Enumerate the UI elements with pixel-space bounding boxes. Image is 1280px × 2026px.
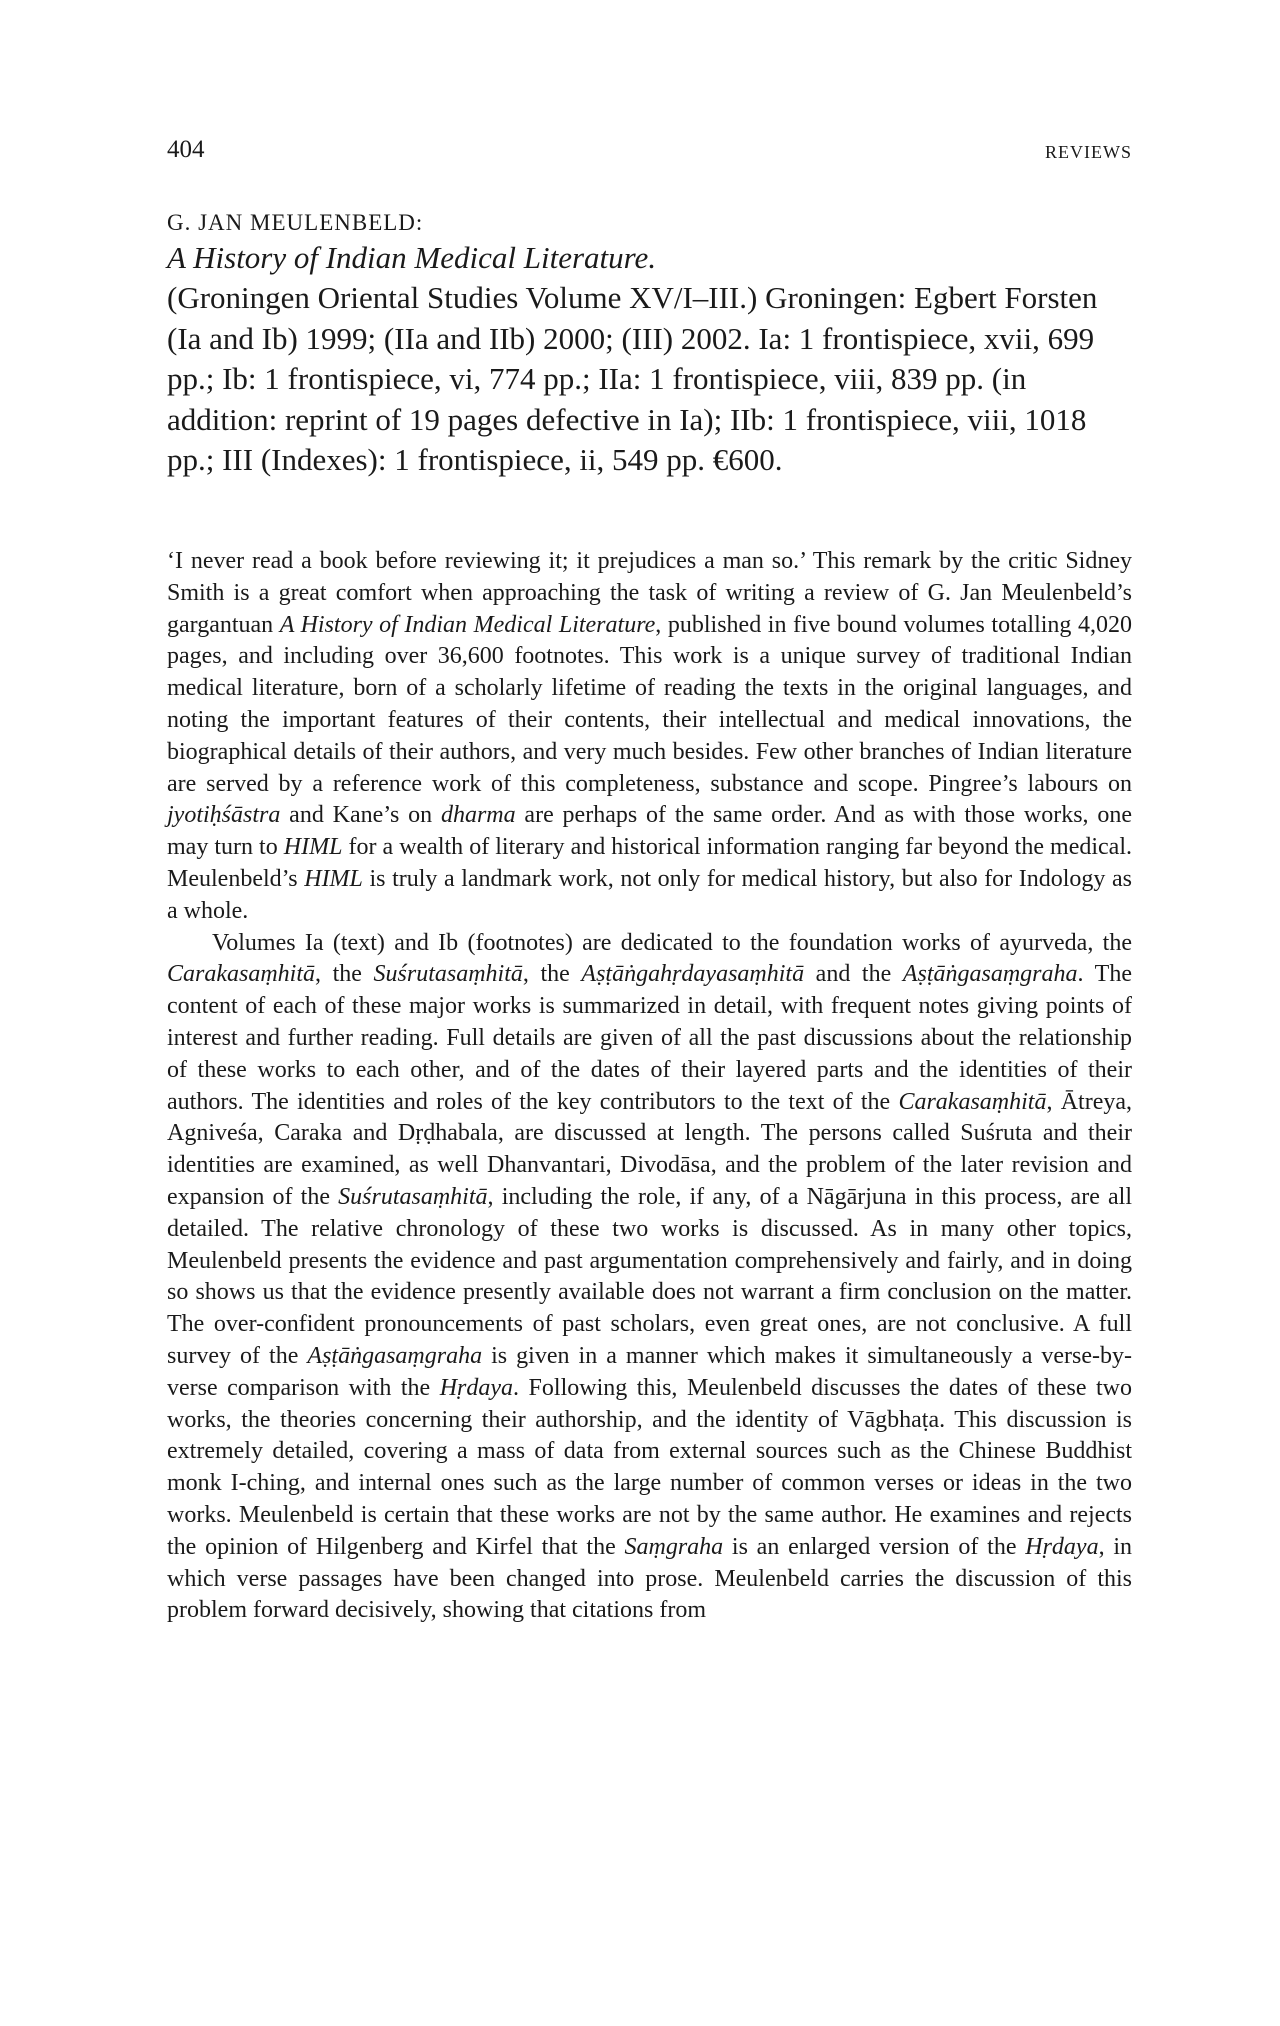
text-run: , including the role, if any, of a Nāgārjuna in this process, are all detailed. The relative chronology of these two works is discussed. As in many other topics, Meulenbeld presents the evidence and past argumentation comprehensively and fairly, and in doing so shows us that the evidence presently available does not warrant a firm conclusion on the matter. The over-confident pronouncements of past scholars, even great ones, are not conclusive. A full survey of the (167, 1183, 1133, 1369)
text-run: . The content of each of these major works is summarized in detail, with frequent notes giving points of interest and further reading. Full details are given of all the past discussions about the relationship of these works to each other, and of the dates of their layered parts and the identities of their authors. The identities and roles of the key contributors to the text of the (167, 961, 1132, 1115)
text-run: , the (522, 961, 582, 988)
text-run: Volumes Ia (text) and Ib (footnotes) are dedicated to the foundation works of ayurveda, the (212, 929, 1132, 956)
text-run: for a wealth of literary and historical information ranging far beyond the medical. Meulenbeld’s (167, 834, 1132, 892)
text-run: is given in a manner which makes it simultaneously a verse-by-verse comparison with the (167, 1342, 1132, 1401)
italic-run: Carakasaṃhitā (898, 1088, 1047, 1115)
text-run: , in which verse passages have been changed into prose. Meulenbeld carries the discussion of this problem forward decisively, showing that citations from (167, 1533, 1132, 1624)
italic-run: A History of Indian Medical Literature (279, 611, 656, 638)
italic-run: jyotiḥśāstra (167, 802, 281, 829)
reviewed-book-title: A History of Indian Medical Literature. (167, 240, 657, 275)
italic-run: Aṣṭāṅgasaṃgraha (902, 961, 1078, 988)
text-run: is an enlarged version of the (723, 1533, 1026, 1560)
text-run: is truly a landmark work, not only for medical history, but also for Indology as a whole. (167, 865, 1132, 924)
running-head (167, 136, 1132, 166)
paragraph-2 (167, 928, 1132, 1628)
page-number: 404 (167, 136, 205, 163)
bibliographic-entry (167, 207, 1132, 481)
italic-run: Suśrutasaṃhitā (373, 961, 523, 988)
italic-run: Hṛdaya (1025, 1533, 1099, 1560)
text-run: and the (804, 961, 903, 988)
text-run: are perhaps of the same order. And as with those works, one may turn to (167, 802, 1133, 861)
paragraph-1 (167, 546, 1132, 928)
italic-run: dharma (440, 802, 516, 829)
text-run: , the (315, 961, 374, 988)
text-run: and Kane’s on (280, 802, 441, 829)
italic-run: HIML (304, 865, 363, 892)
italic-run: Aṣṭāṅgasaṃgraha (307, 1342, 483, 1369)
text-run: . Following this, Meulenbeld discusses the dates of these two works, the theories concerning their authorship, and the identity of Vāgbhaṭa. This discussion is extremely detailed, covering a mass of data from external sources such as the Chinese Buddhist monk I-ching, and internal ones such as the large number of common verses or ideas in the two works. Meulenbeld is certain that these works are not by the same author. He examines and rejects the opinion of Hilgenberg and Kirfel that the (167, 1374, 1132, 1560)
italic-run: Suśrutasaṃhitā (338, 1183, 488, 1210)
italic-run: Saṃgraha (624, 1533, 724, 1560)
text-run: , published in five bound volumes totalling 4,020 pages, and including over 36,600 footnotes. This work is a unique survey of traditional Indian medical literature, born of a scholarly lifetime of reading the texts in the original languages, and noting the important features of their contents, their intellectual and medical innovations, the biographical details of their authors, and very much besides. Few other branches of Indian literature are served by a reference work of this completeness, substance and scope. Pingree’s labours on (167, 611, 1132, 797)
italic-run: HIML (283, 834, 343, 861)
text-run: , Ātreya, Agniveśa, Caraka and Dṛḍhabala, are discussed at length. The persons called Suśruta and their identities are examined, as well Dhanvantari, Divodāsa, and the problem of the later revision and expansion of the (167, 1088, 1133, 1210)
text-run: ‘I never read a book before reviewing it; it prejudices a man so.’ This remark by the critic Sidney Smith is a great comfort when approaching the task of writing a review of G. Jan Meulenbeld’s gargantuan (167, 548, 1132, 638)
running-title: REVIEWS (1045, 142, 1132, 162)
publication-details: (Groningen Oriental Studies Volume XV/I–III.) Groningen: Egbert Forsten (Ia and Ib) 1999; (IIa and IIb) 2000; (III) 2002. Ia: 1 frontispiece, xvii, 699 pp.; Ib: 1 frontispiece, vi, 774 pp.; IIa: 1 frontispiece, viii, 839 pp. (in addition: reprint of 19 pages defective in Ia); IIb: 1 frontispiece, viii, 1018 pp.; III (Indexes): 1 frontispiece, ii, 549 pp. €600. (167, 280, 1098, 477)
italic-run: Aṣṭāṅgahṛdayasaṃhitā (581, 961, 805, 988)
review-body (167, 546, 1132, 1627)
italic-run: Hṛdaya (439, 1374, 514, 1401)
reviewed-author: G. JAN MEULENBELD: (167, 210, 424, 235)
italic-run: Carakasaṃhitā (167, 961, 316, 988)
